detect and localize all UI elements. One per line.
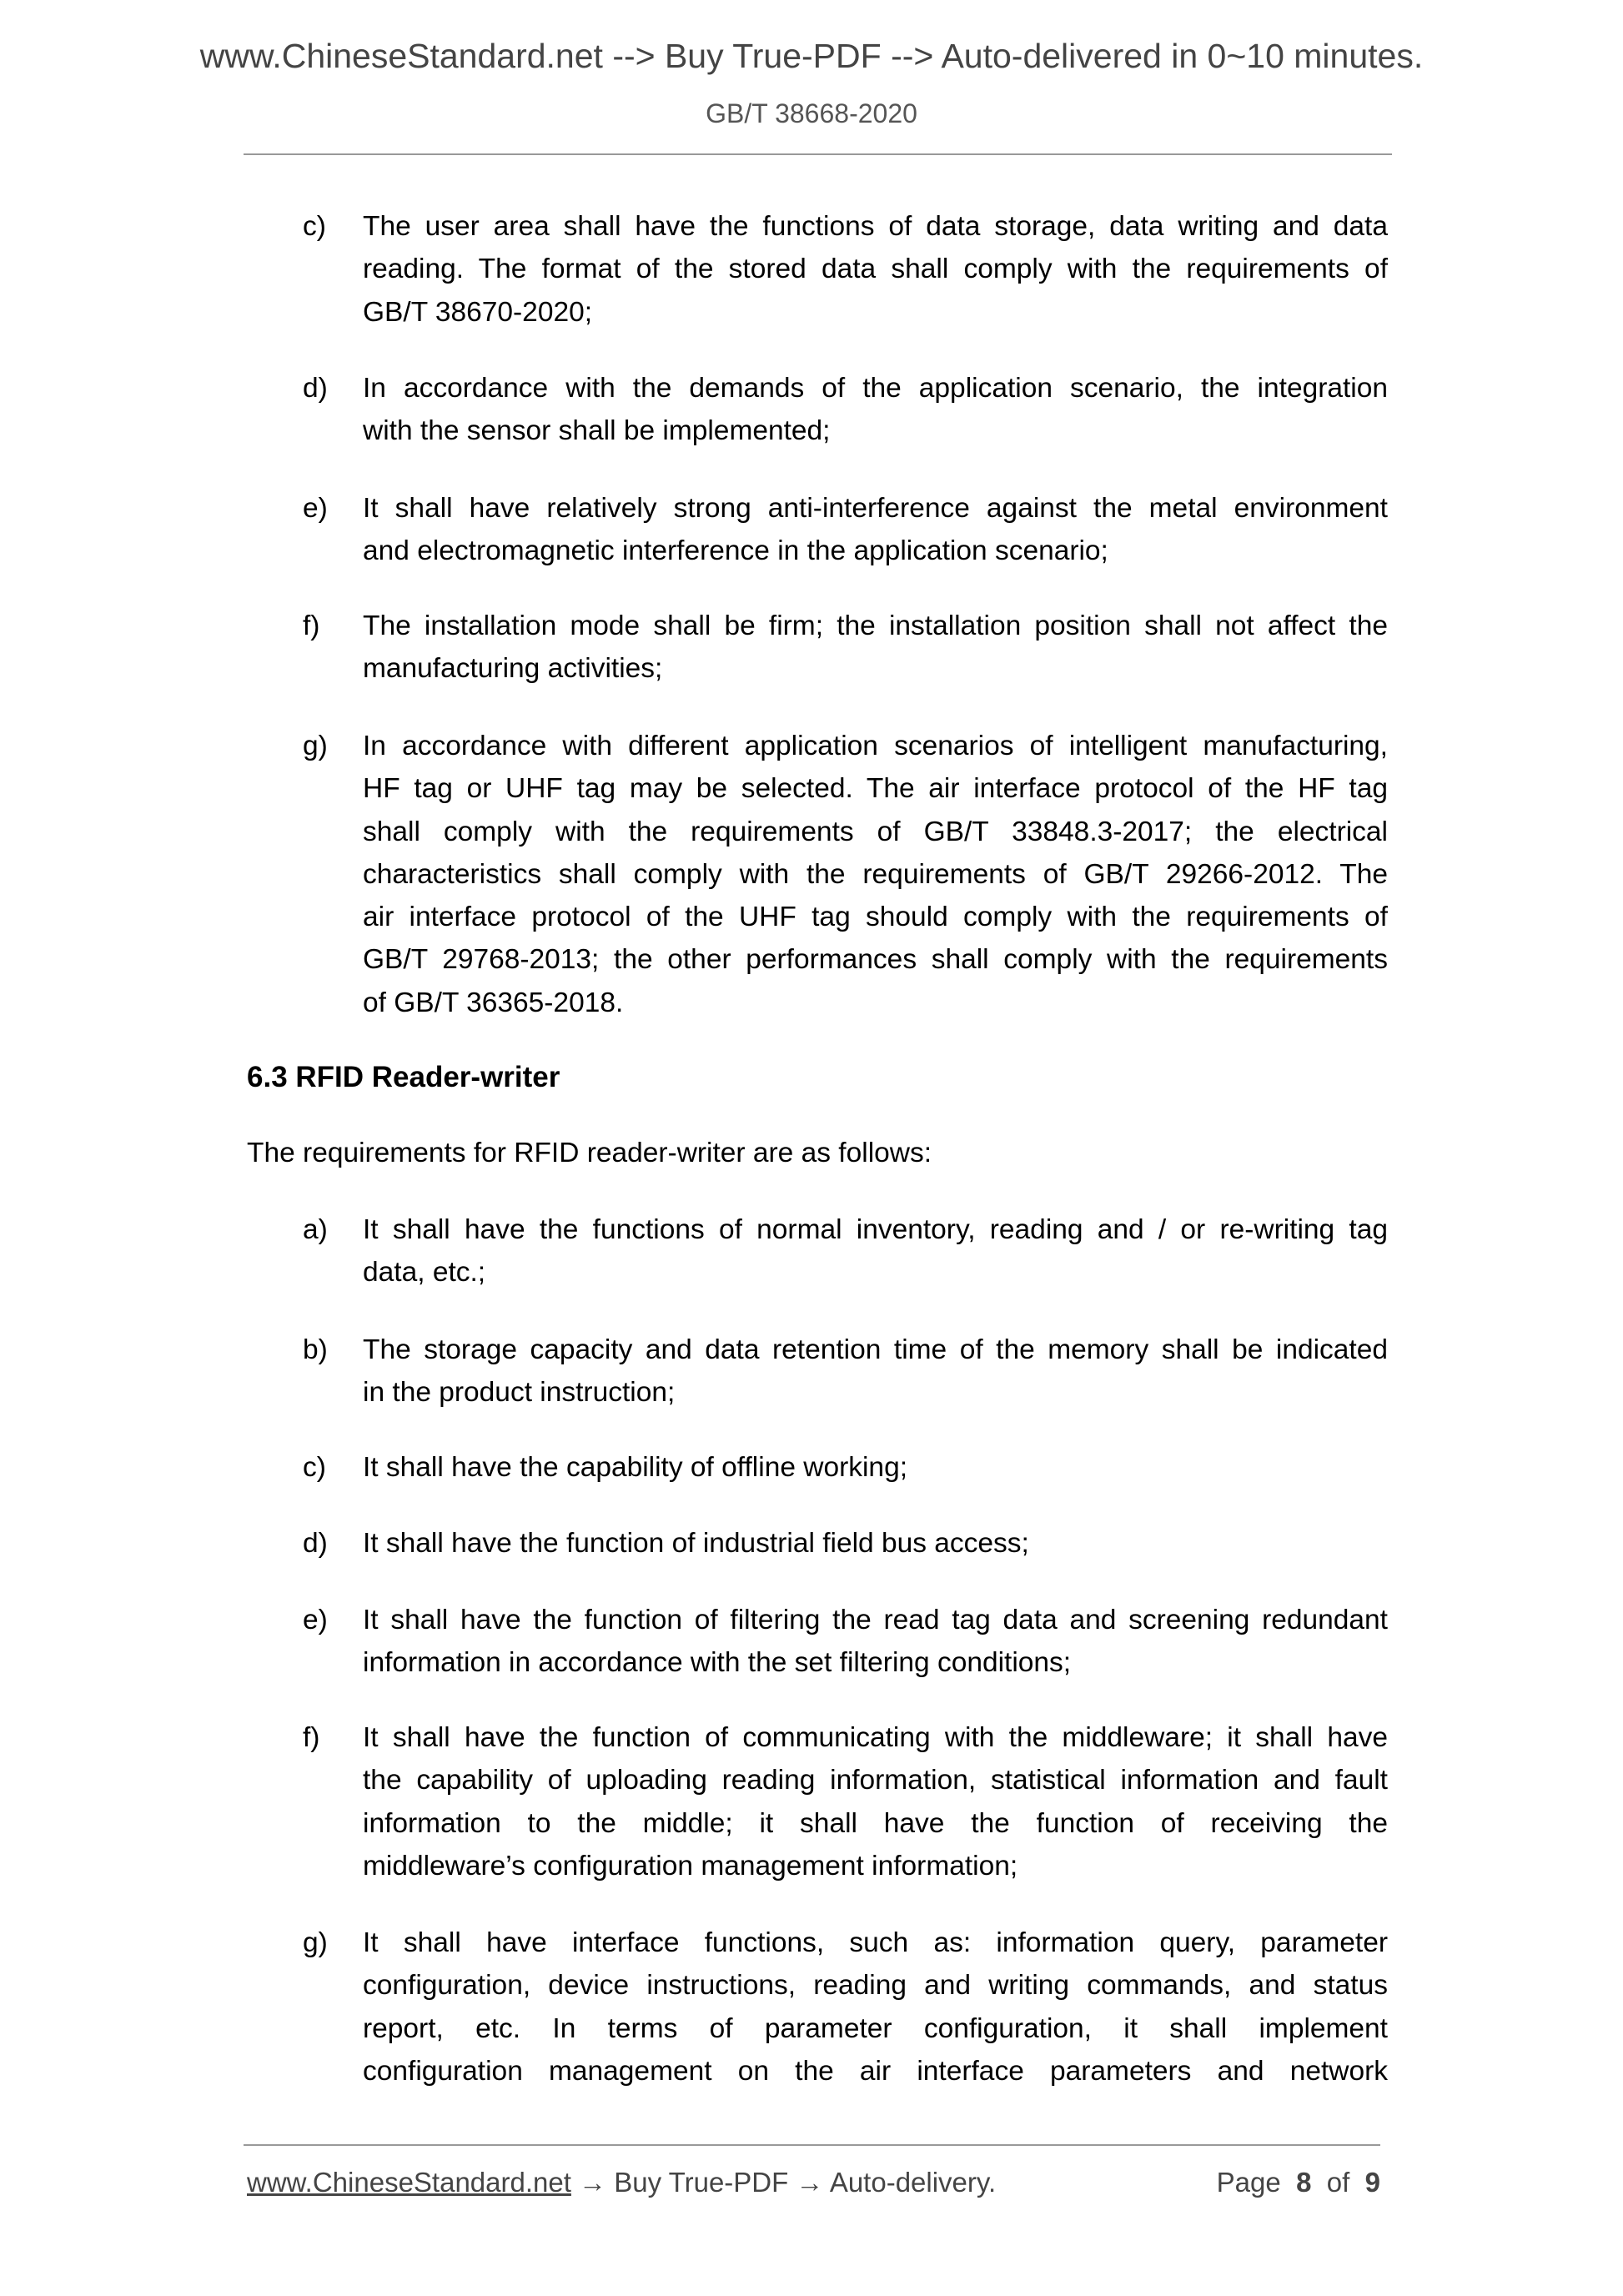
list-item-label: c) — [303, 1452, 326, 1483]
list-item-label: b) — [303, 1334, 328, 1365]
list-item-label: e) — [303, 1605, 328, 1635]
text-line: data, etc.; — [363, 1257, 486, 1289]
text-line: configuration management on the air interface parameters and network — [363, 2055, 1388, 2087]
text-line: air interface protocol of the UHF tag should comply with the requirements of — [363, 902, 1388, 933]
list-item-text — [363, 1329, 1388, 1414]
list-item-label: c) — [303, 211, 326, 242]
text-line: configuration, device instructions, reading and writing commands, and status — [363, 1970, 1388, 2002]
text-line: It shall have the function of communicating with the middleware; it shall have — [363, 1722, 1388, 1753]
text-line: manufacturing activities; — [363, 653, 663, 685]
text-line: reading. The format of the stored data shall comply with the requirements of — [363, 254, 1388, 285]
footer — [247, 2167, 1380, 2198]
text-line: characteristics shall comply with the requirements of GB/T 29266-2012. The — [363, 858, 1388, 890]
standard-id: GB/T 38668-2020 — [706, 98, 917, 128]
text-line: It shall have the capability of offline working; — [363, 1452, 908, 1483]
text-line: In accordance with the demands of the application scenario, the integration — [363, 373, 1388, 404]
list-item-label: e) — [303, 493, 328, 524]
text-line: report, etc. In terms of parameter configuration, it shall implement — [363, 2012, 1388, 2044]
list-item-label: d) — [303, 373, 328, 404]
list-item-label: f) — [303, 610, 320, 641]
footer-tail: → Buy True-PDF → Auto-delivery. — [570, 2167, 997, 2198]
text-line: The storage capacity and data retention time of the memory shall be indicated — [363, 1334, 1388, 1365]
footer-divider — [244, 2144, 1380, 2146]
header-banner: www.ChineseStandard.net --> Buy True-PDF --> Auto-delivered in 0~10 minutes. — [199, 37, 1424, 75]
list-item-label: f) — [303, 1722, 320, 1753]
page-indicator — [1217, 2167, 1380, 2198]
text-line: with the sensor shall be implemented; — [363, 415, 831, 447]
list-item-text — [363, 1922, 1388, 2093]
page-number: 8 — [1296, 2167, 1312, 2198]
text-line: of GB/T 36365-2018. — [363, 987, 624, 1018]
text-line: It shall have the functions of normal inventory, reading and / or re-writing tag — [363, 1214, 1388, 1245]
text-line: It shall have interface functions, such as: information query, parameter — [363, 1927, 1388, 1958]
text-line: GB/T 38670-2020; — [363, 296, 593, 328]
of-word: of — [1326, 2167, 1350, 2198]
list-item-text — [363, 605, 1388, 691]
list-item-label: d) — [303, 1528, 328, 1559]
text-line: information in accordance with the set filtering conditions; — [363, 1647, 1072, 1679]
list-item-label: a) — [303, 1214, 328, 1245]
text-line: shall comply with the requirements of GB/T 33848.3-2017; the electrical — [363, 816, 1388, 847]
text-line: the capability of uploading reading information, statistical information and fault — [363, 1765, 1388, 1796]
text-line: It shall have the function of filtering the read tag data and screening redundant — [363, 1605, 1388, 1635]
text-line: middleware’s configuration management information; — [363, 1850, 1018, 1882]
text-line: in the product instruction; — [363, 1377, 676, 1409]
text-line: information to the middle; it shall have the function of receiving the — [363, 1807, 1388, 1839]
text-line: and electromagnetic interference in the application scenario; — [363, 535, 1108, 567]
text-line: It shall have the function of industrial field bus access; — [363, 1528, 1029, 1559]
list-item-label: g) — [303, 731, 328, 761]
header-divider — [244, 153, 1392, 155]
list-item-text — [363, 1208, 1388, 1294]
text-line: In accordance with different application scenarios of intelligent manufacturing, — [363, 731, 1388, 761]
list-item-text — [363, 725, 1388, 1024]
footer-link[interactable]: www.ChineseStandard.net — [247, 2167, 571, 2198]
list-item-text — [363, 367, 1388, 453]
section-intro: The requirements for RFID reader-writer are as follows: — [247, 1138, 932, 1168]
list-item-text — [363, 205, 1388, 334]
text-line: HF tag or UHF tag may be selected. The air interface protocol of the HF tag — [363, 773, 1388, 805]
text-line: The installation mode shall be firm; the installation position shall not affect the — [363, 610, 1388, 641]
page-word: Page — [1216, 2167, 1281, 2198]
text-line: It shall have relatively strong anti-interference against the metal environment — [363, 493, 1388, 524]
list-item-text — [363, 1716, 1388, 1887]
page-total: 9 — [1364, 2167, 1380, 2198]
list-item-text — [363, 1446, 1388, 1489]
list-item-text — [363, 487, 1388, 573]
text-line: The user area shall have the functions of data storage, data writing and data — [363, 211, 1388, 242]
section-heading: 6.3 RFID Reader-writer — [247, 1061, 560, 1093]
list-item-text — [363, 1522, 1388, 1565]
text-line: GB/T 29768-2013; the other performances shall comply with the requirements — [363, 944, 1388, 976]
list-item-text — [363, 1599, 1388, 1685]
list-item-label: g) — [303, 1927, 328, 1958]
